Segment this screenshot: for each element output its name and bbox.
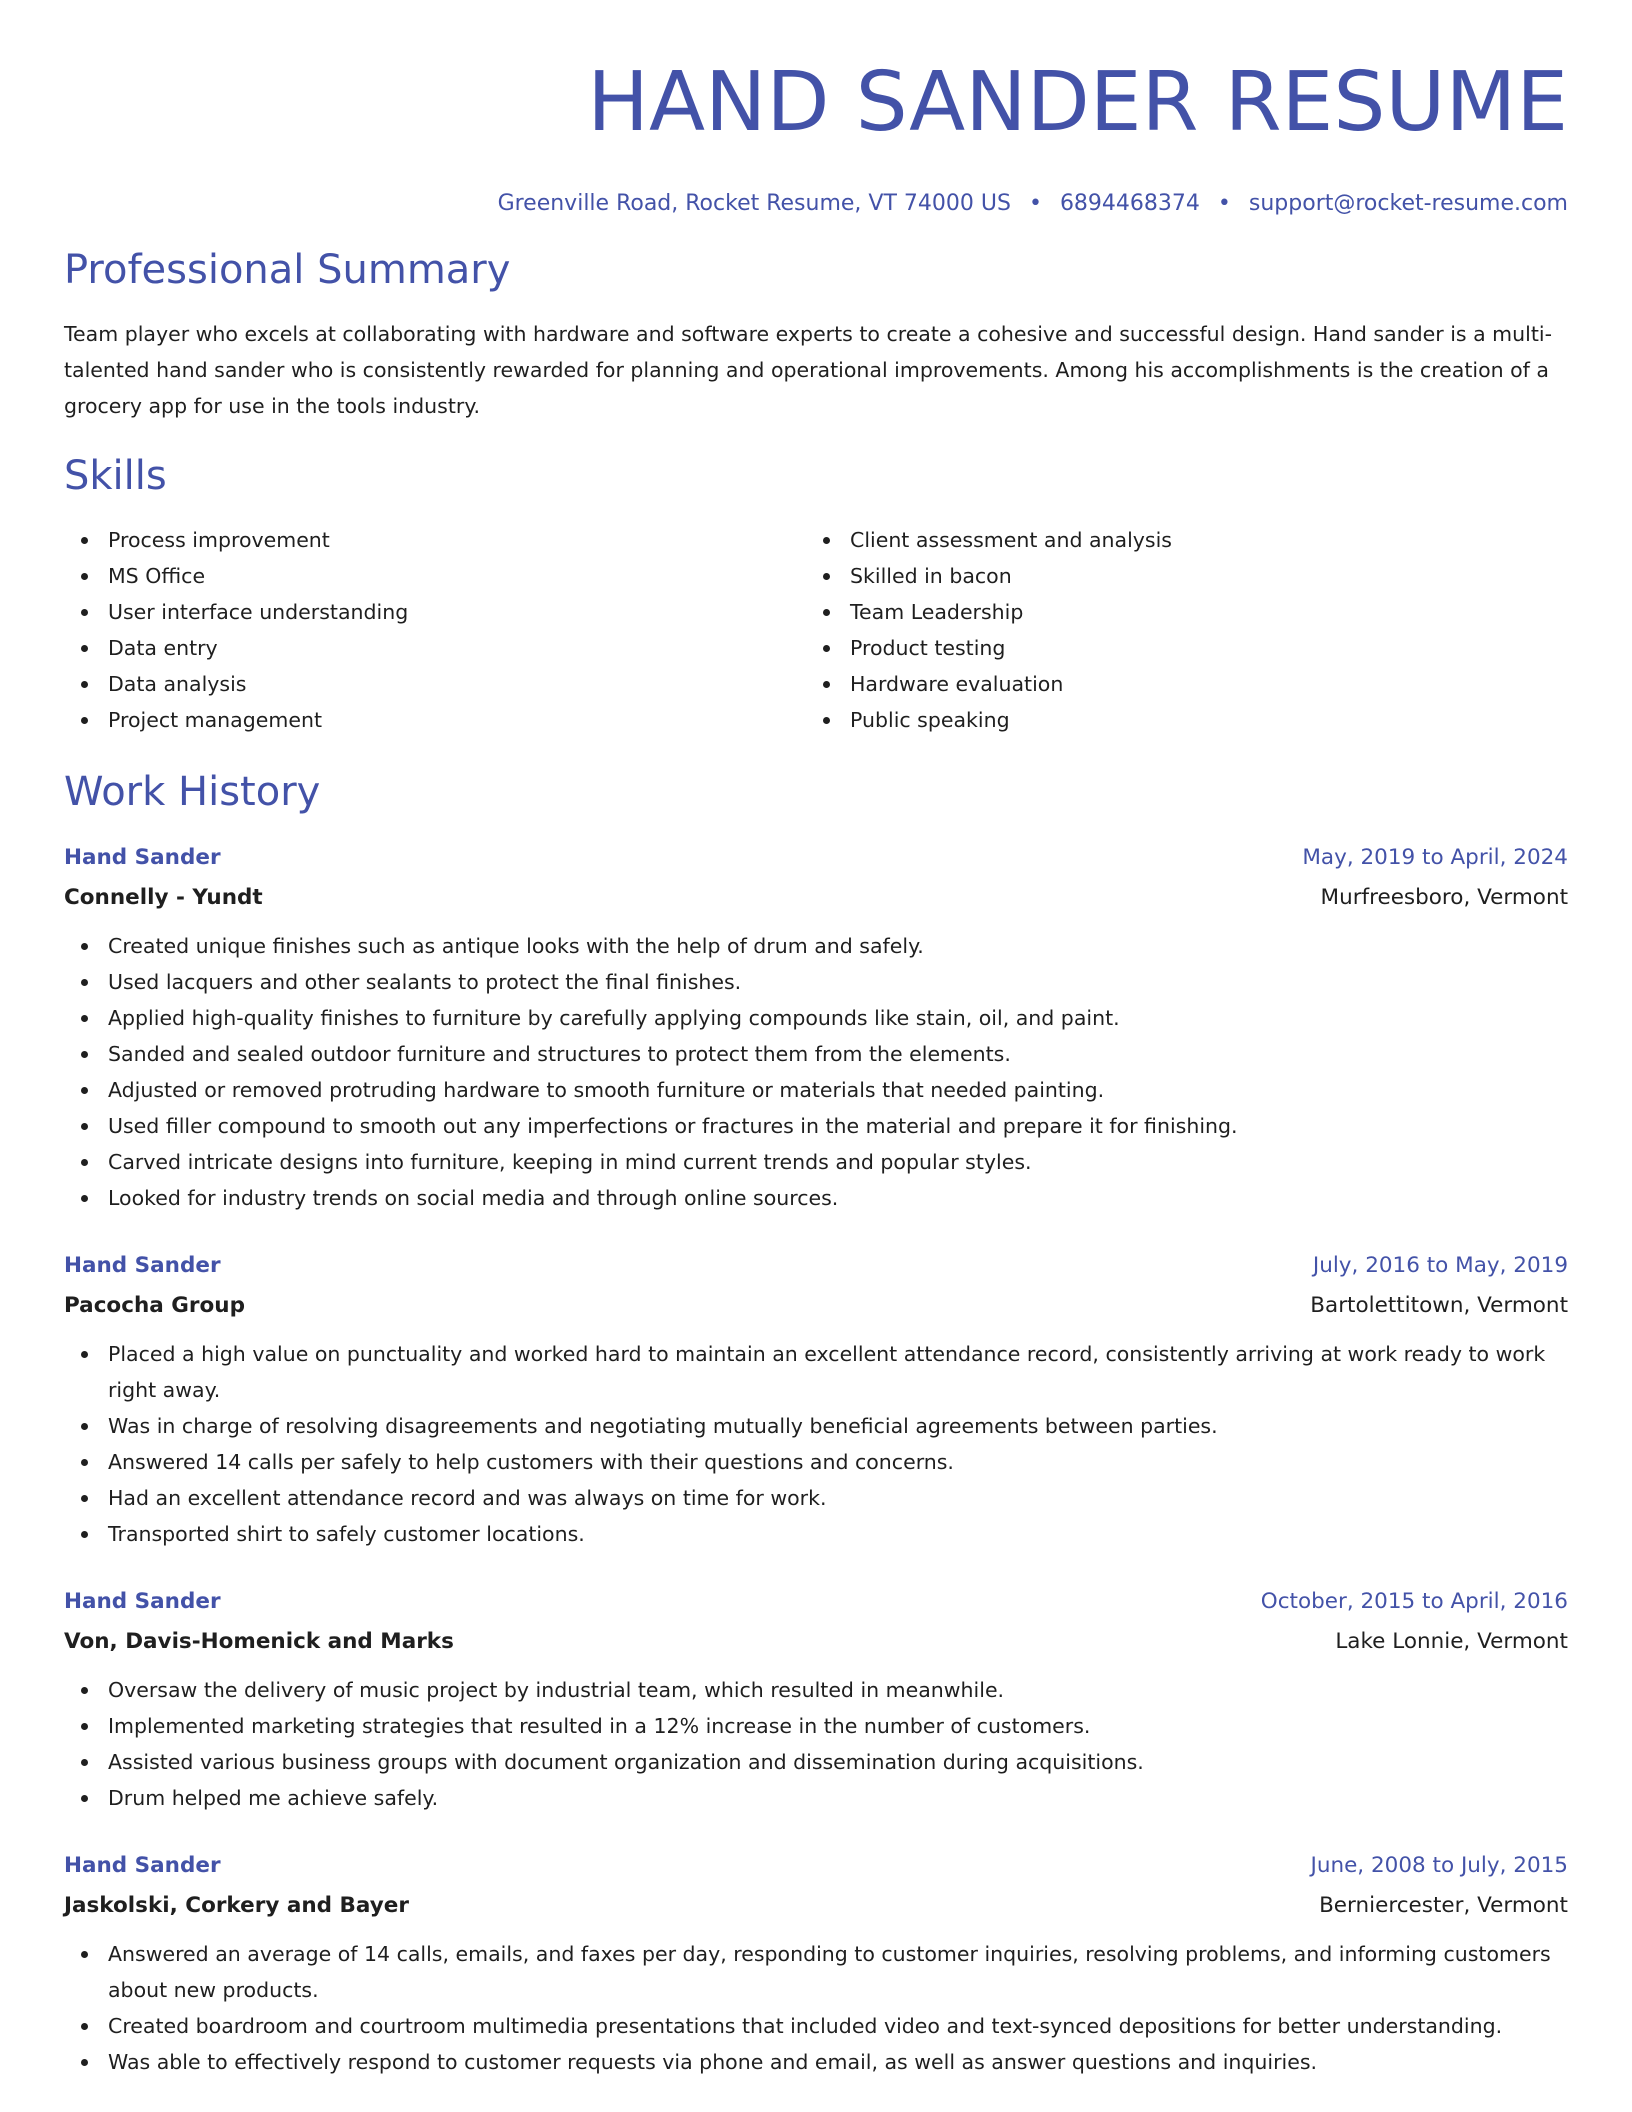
job-role: Hand Sander	[64, 1253, 221, 1278]
skills-column-right	[806, 522, 1548, 738]
job-duties	[64, 928, 1568, 1216]
job-location: Bartolettitown, Vermont	[1310, 1293, 1568, 1318]
job-company: Pacocha Group	[64, 1293, 245, 1318]
skills-heading: Skills	[64, 453, 167, 499]
job-duty: Oversaw the delivery of music project by industrial team, which resulted in meanwhile.	[64, 1672, 1568, 1708]
job-role-row	[64, 1248, 1568, 1284]
job-role-row	[64, 1848, 1568, 1884]
summary-heading: Professional Summary	[64, 247, 511, 293]
job-duty: Answered an average of 14 calls, emails, and faxes per day, responding to customer inquiries, resolving problems, and informing customers about new products.	[64, 1936, 1568, 2008]
skill-item: User interface understanding	[64, 594, 806, 630]
job-duty: Created boardroom and courtroom multimedia presentations that included video and text-synced depositions for better understanding.	[64, 2008, 1568, 2044]
job-duty: Had an excellent attendance record and was always on time for work.	[64, 1480, 1568, 1516]
job-duty: Implemented marketing strategies that resulted in a 12% increase in the number of customers.	[64, 1708, 1568, 1744]
job-duties	[64, 1936, 1568, 2080]
job-dates: May, 2019 to April, 2024	[1302, 845, 1568, 870]
job-duty: Sanded and sealed outdoor furniture and structures to protect them from the elements.	[64, 1036, 1568, 1072]
skill-item: Skilled in bacon	[806, 558, 1548, 594]
contact-phone: 6894468374	[1059, 191, 1200, 216]
job-company-row	[64, 880, 1568, 916]
contact-line	[64, 188, 1568, 220]
job-duty: Placed a high value on punctuality and worked hard to maintain an excellent attendance record, consistently arriving at work ready to work right away.	[64, 1336, 1568, 1408]
job-duty: Used filler compound to smooth out any imperfections or fractures in the material and prepare it for finishing.	[64, 1108, 1568, 1144]
summary-text: Team player who excels at collaborating with hardware and software experts to create a cohesive and successful design. Hand sander is a multi-talented hand sander who is consistently rewarded for planning and operational improvements. Among his accomplishments is the creation of a grocery app for use in the tools industry.	[64, 322, 1552, 418]
contact-email: support@rocket-resume.com	[1248, 191, 1568, 216]
job-duty: Applied high-quality finishes to furniture by carefully applying compounds like stain, oil, and paint.	[64, 1000, 1568, 1036]
skill-item: Project management	[64, 702, 806, 738]
job-company-row	[64, 1624, 1568, 1660]
contact-separator: •	[1217, 191, 1231, 216]
job-role: Hand Sander	[64, 1589, 221, 1614]
job-dates: June, 2008 to July, 2015	[1310, 1853, 1568, 1878]
job-company-row	[64, 1288, 1568, 1324]
job-duty: Looked for industry trends on social media and through online sources.	[64, 1180, 1568, 1216]
job-duty: Used lacquers and other sealants to protect the final finishes.	[64, 964, 1568, 1000]
job-duty: Was able to effectively respond to customer requests via phone and email, as well as answer questions and inquiries.	[64, 2044, 1568, 2080]
job-location: Murfreesboro, Vermont	[1320, 885, 1568, 910]
skill-item: Data analysis	[64, 666, 806, 702]
job-role-row	[64, 1584, 1568, 1620]
job-entry	[64, 1848, 1568, 2080]
job-role: Hand Sander	[64, 1853, 221, 1878]
job-entry	[64, 1584, 1568, 1816]
skill-item: Client assessment and analysis	[806, 522, 1548, 558]
skill-item: Hardware evaluation	[806, 666, 1548, 702]
skill-item: MS Office	[64, 558, 806, 594]
job-entry	[64, 840, 1568, 1216]
contact-address: Greenville Road, Rocket Resume, VT 74000 US	[497, 191, 1011, 216]
job-duty: Transported shirt to safely customer locations.	[64, 1516, 1568, 1552]
job-duty: Was in charge of resolving disagreements and negotiating mutually beneficial agreements between parties.	[64, 1408, 1568, 1444]
job-company: Jaskolski, Corkery and Bayer	[64, 1893, 409, 1918]
skill-item: Team Leadership	[806, 594, 1548, 630]
job-duty: Created unique finishes such as antique looks with the help of drum and safely.	[64, 928, 1568, 964]
job-role-row	[64, 840, 1568, 876]
skill-item: Product testing	[806, 630, 1548, 666]
job-duty: Assisted various business groups with document organization and dissemination during acquisitions.	[64, 1744, 1568, 1780]
skill-item: Data entry	[64, 630, 806, 666]
job-duty: Adjusted or removed protruding hardware to smooth furniture or materials that needed painting.	[64, 1072, 1568, 1108]
job-company: Von, Davis-Homenick and Marks	[64, 1629, 454, 1654]
resume-page	[64, 0, 1568, 2080]
skill-item: Public speaking	[806, 702, 1548, 738]
job-role: Hand Sander	[64, 845, 221, 870]
job-company: Connelly - Yundt	[64, 885, 263, 910]
job-duties	[64, 1336, 1568, 1552]
job-dates: October, 2015 to April, 2016	[1260, 1589, 1568, 1614]
skills-column-left	[64, 522, 806, 738]
resume-title: HAND SANDER RESUME	[587, 55, 1568, 150]
job-duty: Drum helped me achieve safely.	[64, 1780, 1568, 1816]
job-location: Berniercester, Vermont	[1319, 1893, 1568, 1918]
skill-item: Process improvement	[64, 522, 806, 558]
job-duty: Answered 14 calls per safely to help customers with their questions and concerns.	[64, 1444, 1568, 1480]
contact-separator: •	[1028, 191, 1042, 216]
job-duties	[64, 1672, 1568, 1816]
job-location: Lake Lonnie, Vermont	[1335, 1629, 1568, 1654]
job-company-row	[64, 1888, 1568, 1924]
skills-list	[64, 522, 1568, 738]
job-entry	[64, 1248, 1568, 1552]
job-dates: July, 2016 to May, 2019	[1312, 1253, 1568, 1278]
job-duty: Carved intricate designs into furniture, keeping in mind current trends and popular styles.	[64, 1144, 1568, 1180]
work-history-heading: Work History	[64, 769, 321, 815]
